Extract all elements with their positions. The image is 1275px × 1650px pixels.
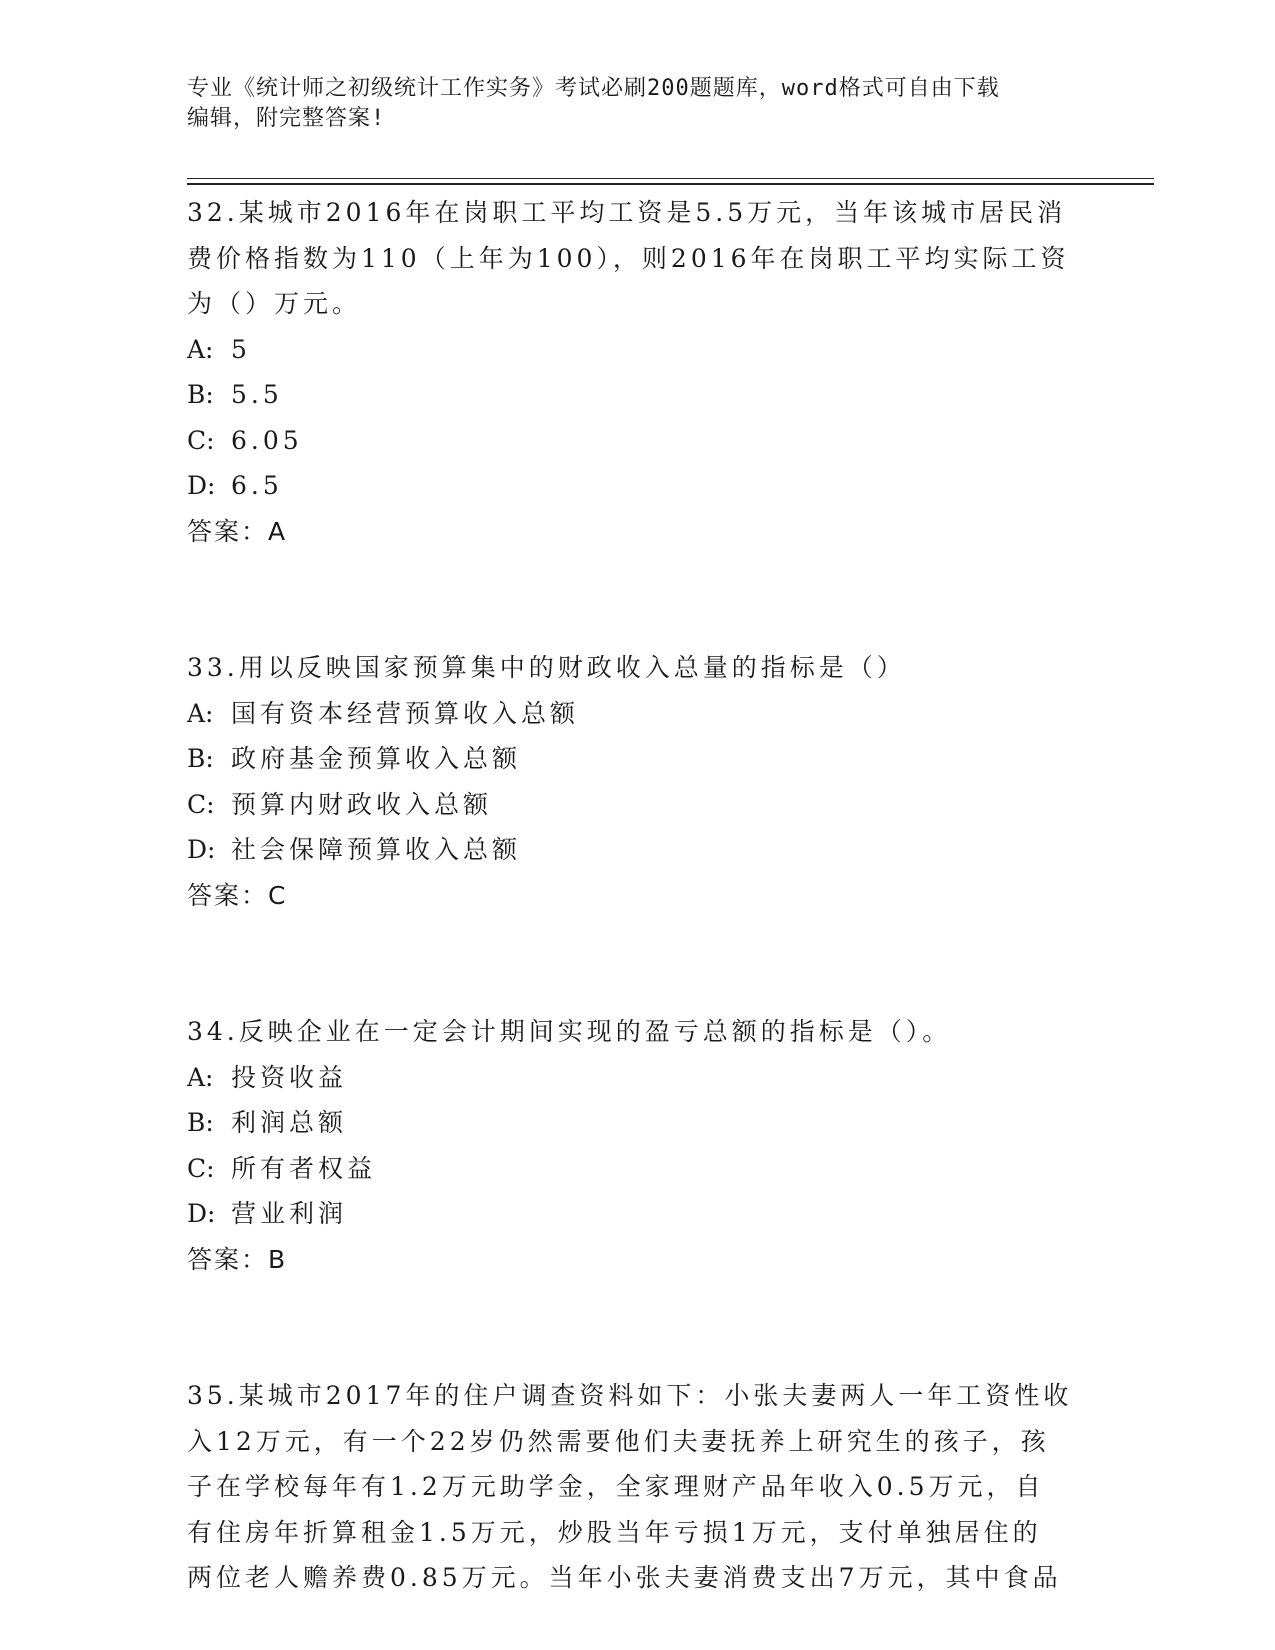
option-text: 5 — [231, 334, 251, 364]
question-35 — [187, 1373, 1087, 1601]
option-d — [187, 463, 1087, 509]
option-text: 利润总额 — [231, 1108, 348, 1137]
question-stem-line: 35.某城市2017年的住户调查资料如下：小张夫妻两人一年工资性收 — [187, 1381, 1073, 1410]
option-text: 营业利润 — [231, 1199, 348, 1228]
document-header — [187, 74, 1067, 134]
option-letter: A: — [187, 334, 214, 364]
question-stem-line: 入12万元，有一个22岁仍然需要他们夫妻抚养上研究生的孩子，孩 — [187, 1426, 1050, 1456]
option-a — [187, 1055, 1087, 1101]
question-stem-line: 有住房年折算租金1.5万元，炒股当年亏损1万元，支付单独居住的 — [187, 1517, 1042, 1547]
option-letter: B: — [187, 380, 214, 409]
question-spacer — [187, 918, 1087, 1009]
question-34 — [187, 1009, 1087, 1282]
option-text: 6.5 — [231, 471, 283, 500]
answer-line: 答案：B — [187, 1244, 288, 1274]
answer-line: 答案：A — [187, 516, 288, 546]
option-c — [187, 418, 1087, 464]
question-stem-line: 33.用以反映国家预算集中的财政收入总量的指标是（） — [187, 653, 906, 682]
question-32 — [187, 190, 1087, 554]
option-d — [187, 827, 1087, 873]
option-c — [187, 782, 1087, 828]
header-divider-thick — [187, 183, 1154, 185]
option-b — [187, 372, 1087, 418]
option-text: 国有资本经营预算收入总额 — [231, 698, 580, 728]
question-spacer — [187, 554, 1087, 645]
option-letter: C: — [187, 1153, 215, 1183]
option-text: 投资收益 — [231, 1062, 348, 1092]
question-stem-line: 34.反映企业在一定会计期间实现的盈亏总额的指标是（）。 — [187, 1017, 952, 1046]
option-text: 所有者权益 — [231, 1153, 377, 1183]
option-b — [187, 736, 1087, 782]
option-text: 5.5 — [231, 380, 283, 409]
option-c — [187, 1146, 1087, 1192]
option-text: 社会保障预算收入总额 — [231, 835, 522, 864]
option-letter: D: — [187, 835, 216, 864]
option-letter: D: — [187, 1199, 216, 1228]
question-stem-line: 两位老人赡养费0.85万元。当年小张夫妻消费支出7万元，其中食品 — [187, 1563, 1062, 1592]
option-d — [187, 1191, 1087, 1237]
option-letter: B: — [187, 1108, 214, 1137]
option-letter: C: — [187, 789, 215, 819]
option-text: 政府基金预算收入总额 — [231, 744, 522, 773]
question-33 — [187, 645, 1087, 918]
answer-line: 答案：C — [187, 880, 288, 910]
option-letter: A: — [187, 698, 214, 728]
option-letter: D: — [187, 471, 216, 500]
header-line-2: 编辑，附完整答案! — [187, 106, 386, 131]
option-text: 6.05 — [231, 425, 303, 455]
question-stem-line: 为（）万元。 — [187, 289, 362, 318]
question-stem-line: 子在学校每年有1.2万元助学金，全家理财产品年收入0.5万元，自 — [187, 1472, 1045, 1501]
option-letter: C: — [187, 425, 215, 455]
header-line-1: 专业《统计师之初级统计工作实务》考试必刷200题题库，word格式可自由下载 — [187, 76, 1000, 101]
question-list — [187, 190, 1087, 1601]
option-text: 预算内财政收入总额 — [231, 789, 493, 819]
option-a — [187, 691, 1087, 737]
question-stem-line: 32.某城市2016年在岗职工平均工资是5.5万元，当年该城市居民消 — [187, 198, 1067, 227]
option-letter: A: — [187, 1062, 214, 1092]
option-letter: B: — [187, 744, 214, 773]
question-stem-line: 费价格指数为110（上年为100），则2016年在岗职工平均实际工资 — [187, 243, 1070, 273]
option-b — [187, 1100, 1087, 1146]
question-spacer — [187, 1282, 1087, 1373]
option-a — [187, 327, 1087, 373]
header-divider-thin — [187, 178, 1154, 179]
